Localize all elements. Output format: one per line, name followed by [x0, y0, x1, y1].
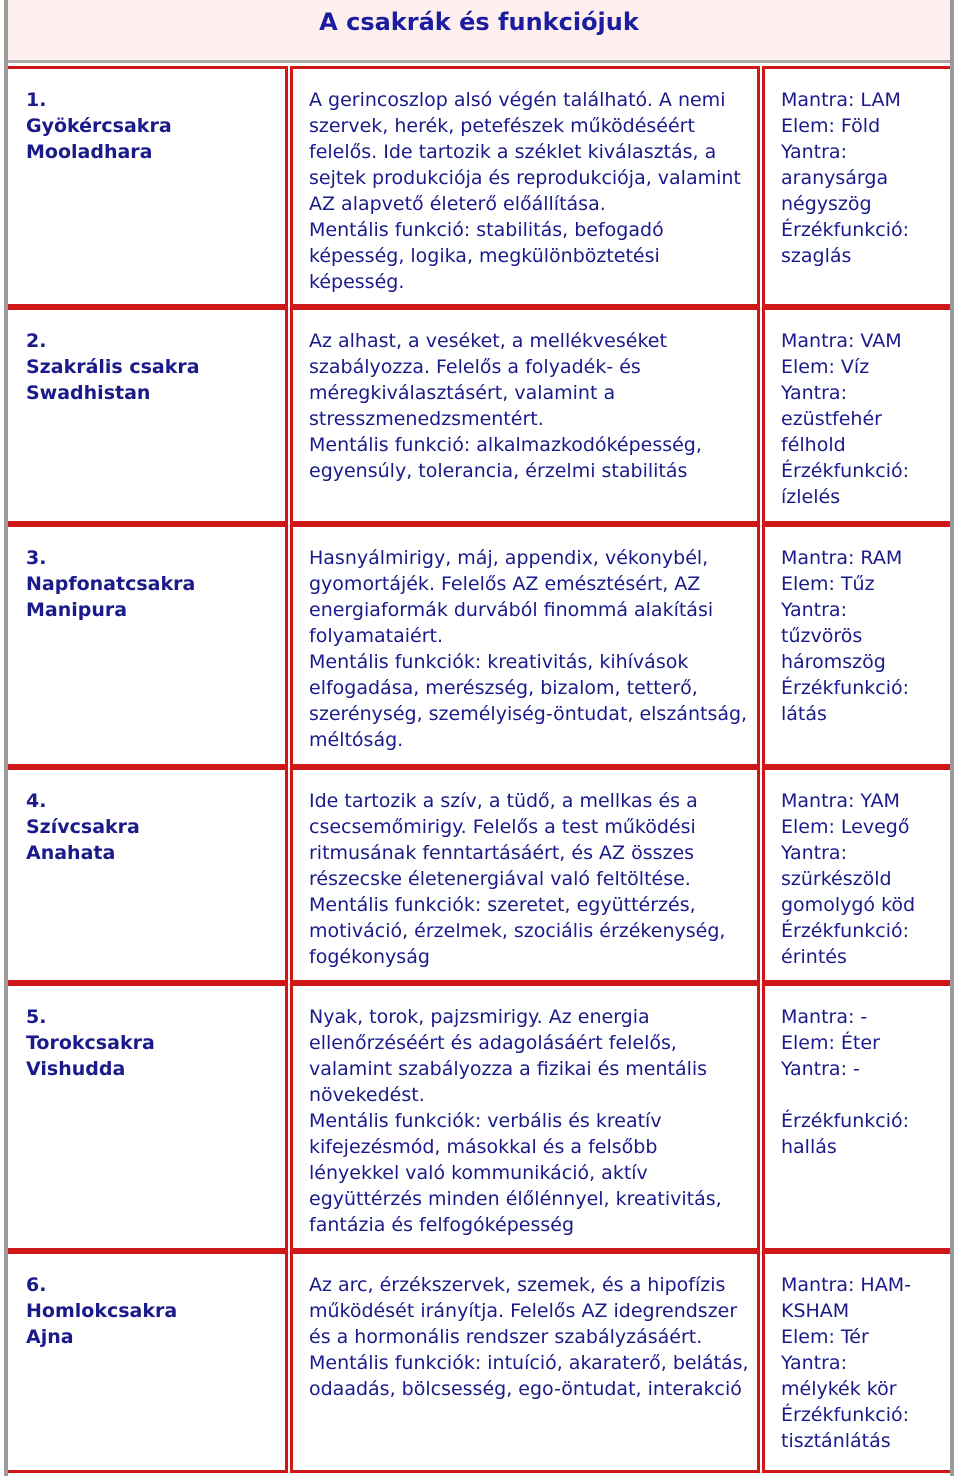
text-line: Anahata	[26, 842, 116, 864]
chakra-attributes-cell	[762, 1251, 950, 1473]
text-line: Szakrális csakra	[26, 356, 200, 378]
text-line: Yantra:	[781, 141, 847, 163]
text-line: és a hormonális rendszer szabályzásáért.	[309, 1326, 703, 1348]
text-line: Elem: Levegő	[781, 816, 910, 838]
chakra-name-cell	[8, 307, 288, 524]
text-line: 6.	[26, 1274, 47, 1296]
text-line: Ajna	[26, 1326, 74, 1348]
text-line: Érzékfunkció:	[781, 1404, 910, 1426]
chakra-function-cell	[290, 983, 760, 1251]
page-title: A csakrák és funkciójuk	[319, 8, 639, 36]
text-line: Mantra: -	[781, 1006, 868, 1028]
table-row	[8, 1251, 950, 1473]
chakra-name-cell	[8, 983, 288, 1251]
text-line: Mentális funkció: alkalmazkodóképesség,	[309, 434, 702, 456]
text-line: Yantra:	[781, 842, 847, 864]
page-frame-right	[950, 0, 954, 1476]
text-line: Érzékfunkció:	[781, 677, 910, 699]
text-line: ritmusának fenntartásáért, és AZ összes	[309, 842, 695, 864]
text-line: elfogadása, merészség, bizalom, tetterő,	[309, 677, 698, 699]
text-line: Mantra: HAM-	[781, 1274, 911, 1296]
text-line: Swadhistan	[26, 382, 151, 404]
text-line: Vishudda	[26, 1058, 126, 1080]
text-line: képesség, logika, megkülönböztetési	[309, 245, 660, 267]
text-line: négyszög	[781, 193, 872, 215]
text-line: Érzékfunkció:	[781, 1110, 910, 1132]
text-line: Mantra: RAM	[781, 547, 903, 569]
text-line: ezüstfehér	[781, 408, 882, 430]
table-row	[8, 983, 950, 1251]
text-line: tűzvörös	[781, 625, 863, 647]
text-line: Elem: Tér	[781, 1326, 869, 1348]
text-line: 2.	[26, 330, 47, 352]
text-line: méltóság.	[309, 729, 404, 751]
text-line: Mantra: YAM	[781, 790, 900, 812]
text-line: Mentális funkciók: intuíció, akaraterő, belátás,	[309, 1352, 749, 1374]
text-line: energiaformák durvából finommá alakítási	[309, 599, 714, 621]
text-line: Elem: Víz	[781, 356, 870, 378]
text-line: Mantra: LAM	[781, 89, 901, 111]
text-line: szerénység, személyiség-öntudat, elszántság,	[309, 703, 748, 725]
text-line: Érzékfunkció:	[781, 920, 910, 942]
text-line: Yantra:	[781, 382, 847, 404]
text-line: tisztánlátás	[781, 1430, 891, 1452]
text-line: csecsemőmirigy. Felelős a test működési	[309, 816, 696, 838]
text-line: fantázia és felfogóképesség	[309, 1214, 574, 1236]
chakra-name-cell	[8, 66, 288, 307]
text-line: Napfonatcsakra	[26, 573, 196, 595]
text-line: Gyökércsakra	[26, 115, 172, 137]
text-line: egyensúly, tolerancia, érzelmi stabilitás	[309, 460, 688, 482]
text-line: Elem: Föld	[781, 115, 881, 137]
text-line: lényekkel való kommunikáció, aktív	[309, 1162, 648, 1184]
chakra-function-cell	[290, 1251, 760, 1473]
text-line: ízlelés	[781, 486, 841, 508]
table-row	[8, 524, 950, 767]
text-line: 3.	[26, 547, 47, 569]
chakra-name-cell	[8, 767, 288, 983]
text-line: növekedést.	[309, 1084, 425, 1106]
text-line: szabályozza. Felelős a folyadék- és	[309, 356, 641, 378]
chakra-function-cell	[290, 524, 760, 767]
text-line: felelős. Ide tartozik a széklet kiválasztás, a	[309, 141, 717, 163]
text-line: Yantra: -	[781, 1058, 860, 1080]
text-line: érintés	[781, 946, 847, 968]
text-line: motiváció, érzelmek, szociális érzékenység,	[309, 920, 726, 942]
text-line: Szívcsakra	[26, 816, 140, 838]
chakra-name-cell	[8, 524, 288, 767]
text-line: együttérzés minden élőlénnyel, kreativitás,	[309, 1188, 722, 1210]
table-row	[8, 66, 950, 307]
text-line: Elem: Éter	[781, 1032, 880, 1054]
chakra-attributes-cell	[762, 767, 950, 983]
text-line: Az alhast, a veséket, a mellékveséket	[309, 330, 667, 352]
text-line: ellenőrzéséért és adagolásáért felelős,	[309, 1032, 677, 1054]
text-line: gyomortájék. Felelős AZ emésztésért, AZ	[309, 573, 701, 595]
text-line: aranysárga	[781, 167, 889, 189]
text-line: részecske életenergiával való feltöltése.	[309, 868, 691, 890]
text-line: Mantra: VAM	[781, 330, 902, 352]
text-line: Érzékfunkció:	[781, 219, 910, 241]
text-line: Torokcsakra	[26, 1032, 155, 1054]
chakra-function-cell	[290, 66, 760, 307]
text-line: látás	[781, 703, 827, 725]
text-line: AZ alapvető életerő előállítása.	[309, 193, 606, 215]
text-line: Mentális funkciók: verbális és kreatív	[309, 1110, 662, 1132]
text-line: Az arc, érzékszervek, szemek, és a hipofízis	[309, 1274, 726, 1296]
text-line: képesség.	[309, 271, 405, 293]
text-line: Yantra:	[781, 599, 847, 621]
chakra-attributes-cell	[762, 307, 950, 524]
text-line: háromszög	[781, 651, 886, 673]
text-line: Nyak, torok, pajzsmirigy. Az energia	[309, 1006, 650, 1028]
chakra-attributes-cell	[762, 983, 950, 1251]
chakra-function-cell	[290, 307, 760, 524]
table-row	[8, 767, 950, 983]
table-row	[8, 307, 950, 524]
title-bar	[8, 0, 950, 63]
text-line: Mooladhara	[26, 141, 153, 163]
text-line	[781, 1082, 950, 1108]
text-line: odaadás, bölcsesség, ego-öntudat, interakció	[309, 1378, 742, 1400]
text-line: Mentális funkciók: kreativitás, kihívások	[309, 651, 689, 673]
text-line: KSHAM	[781, 1300, 850, 1322]
text-line: A gerincoszlop alsó végén található. A nemi	[309, 89, 726, 111]
text-line: méregkiválasztásért, valamint a	[309, 382, 616, 404]
text-line: Homlokcsakra	[26, 1300, 178, 1322]
text-line: Manipura	[26, 599, 128, 621]
text-line: szürkészöld	[781, 868, 892, 890]
chakra-attributes-cell	[762, 66, 950, 307]
text-line: gomolygó köd	[781, 894, 916, 916]
text-line: hallás	[781, 1136, 837, 1158]
chakra-attributes-cell	[762, 524, 950, 767]
text-line: mélykék kör	[781, 1378, 897, 1400]
text-line: Yantra:	[781, 1352, 847, 1374]
text-line: Mentális funkció: stabilitás, befogadó	[309, 219, 664, 241]
text-line: Mentális funkciók: szeretet, együttérzés,	[309, 894, 696, 916]
text-line: sejtek produkciója és reprodukciója, valamint	[309, 167, 741, 189]
chakra-function-cell	[290, 767, 760, 983]
text-line: félhold	[781, 434, 846, 456]
chakra-name-cell	[8, 1251, 288, 1473]
text-line: 4.	[26, 790, 47, 812]
text-line: Hasnyálmirigy, máj, appendix, vékonybél,	[309, 547, 709, 569]
text-line: 5.	[26, 1006, 47, 1028]
text-line: 1.	[26, 89, 47, 111]
text-line: szaglás	[781, 245, 852, 267]
text-line: Érzékfunkció:	[781, 460, 910, 482]
text-line: stresszmenedzsmentért.	[309, 408, 544, 430]
text-line: szervek, herék, petefészek működéséért	[309, 115, 695, 137]
text-line: kifejezésmód, másokkal és a felsőbb	[309, 1136, 658, 1158]
text-line: Elem: Tűz	[781, 573, 875, 595]
text-line: Ide tartozik a szív, a tüdő, a mellkas és a	[309, 790, 698, 812]
text-line: fogékonyság	[309, 946, 430, 968]
text-line: működését irányítja. Felelős AZ idegrendszer	[309, 1300, 738, 1322]
text-line: valamint szabályozza a fizikai és mentális	[309, 1058, 708, 1080]
text-line: folyamataiért.	[309, 625, 443, 647]
